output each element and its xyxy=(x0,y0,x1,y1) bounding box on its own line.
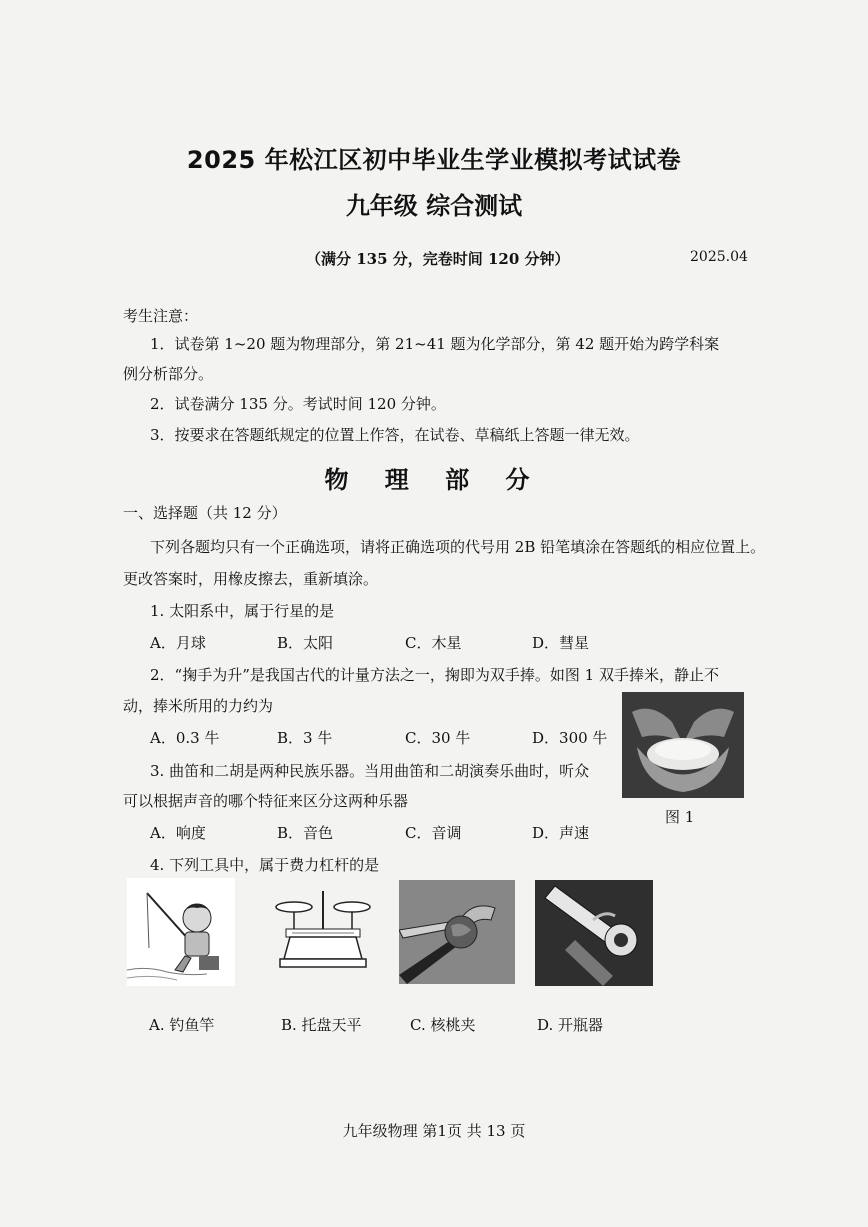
section-title: 物 理 部 分 xyxy=(324,466,544,494)
q3-option-a: A．响度 xyxy=(150,824,206,842)
q1-stem: 1. 太阳系中，属于行星的是 xyxy=(150,602,335,620)
q1-option-a: A．月球 xyxy=(150,634,206,652)
fishing-rod-image xyxy=(127,878,235,986)
exam-title: 2025 年松江区初中毕业生学业模拟考试试卷 xyxy=(186,146,682,174)
q1-option-d: D．彗星 xyxy=(532,634,590,652)
notice-heading: 考生注意： xyxy=(123,307,199,325)
exam-info: （满分 135 分，完卷时间 120 分钟） xyxy=(306,250,570,268)
page-footer: 九年级物理 第1页 共 13 页 xyxy=(342,1122,526,1140)
notice-item-1-cont: 例分析部分。 xyxy=(123,365,214,383)
q1-option-b: B．太阳 xyxy=(277,634,334,652)
q4-option-d: D. 开瓶器 xyxy=(537,1016,604,1034)
notice-item-1: 1．试卷第 1~20 题为物理部分，第 21~41 题为化学部分，第 42 题开始为跨学科案 xyxy=(150,335,720,353)
q4-option-b: B. 托盘天平 xyxy=(281,1016,362,1034)
tray-balance-image xyxy=(272,885,374,975)
q3-option-b: B．音色 xyxy=(277,824,334,842)
q3-option-d: D．声速 xyxy=(532,824,590,842)
q4-option-c: C. 核桃夹 xyxy=(410,1016,476,1034)
q4-stem: 4. 下列工具中，属于费力杠杆的是 xyxy=(150,856,380,874)
q3-stem: 3. 曲笛和二胡是两种民族乐器。当用曲笛和二胡演奏乐曲时，听众 xyxy=(150,762,590,780)
figure-1-hands-rice xyxy=(622,692,744,798)
q2-stem: 2．“掬手为升”是我国古代的计量方法之一，掬即为双手捧。如图 1 双手捧米，静止不 xyxy=(150,666,719,684)
part-heading: 一、选择题（共 12 分） xyxy=(123,504,287,522)
exam-subtitle: 九年级 综合测试 xyxy=(345,192,523,220)
exam-date: 2025.04 xyxy=(690,249,748,265)
bottle-opener-image xyxy=(535,880,653,986)
q3-stem-cont: 可以根据声音的哪个特征来区分这两种乐器 xyxy=(123,792,409,810)
q2-option-c: C．30 牛 xyxy=(405,729,471,747)
q2-option-b: B．3 牛 xyxy=(277,729,333,747)
nutcracker-image xyxy=(399,880,515,984)
notice-item-3: 3．按要求在答题纸规定的位置上作答，在试卷、草稿纸上答题一律无效。 xyxy=(150,426,640,444)
notice-item-2: 2．试卷满分 135 分。考试时间 120 分钟。 xyxy=(150,395,446,413)
figure-1-caption: 图 1 xyxy=(665,808,695,826)
q1-option-c: C．木星 xyxy=(405,634,462,652)
q2-option-a: A．0.3 牛 xyxy=(150,729,220,747)
instruction-line-1: 下列各题均只有一个正确选项，请将正确选项的代号用 2B 铅笔填涂在答题纸的相应位置上。 xyxy=(150,538,766,556)
q3-option-c: C．音调 xyxy=(405,824,462,842)
q4-option-a: A. 钓鱼竿 xyxy=(149,1016,215,1034)
q2-stem-cont: 动，捧米所用的力约为 xyxy=(123,697,274,715)
q2-option-d: D．300 牛 xyxy=(532,729,608,747)
instruction-line-2: 更改答案时，用橡皮擦去，重新填涂。 xyxy=(123,570,379,588)
